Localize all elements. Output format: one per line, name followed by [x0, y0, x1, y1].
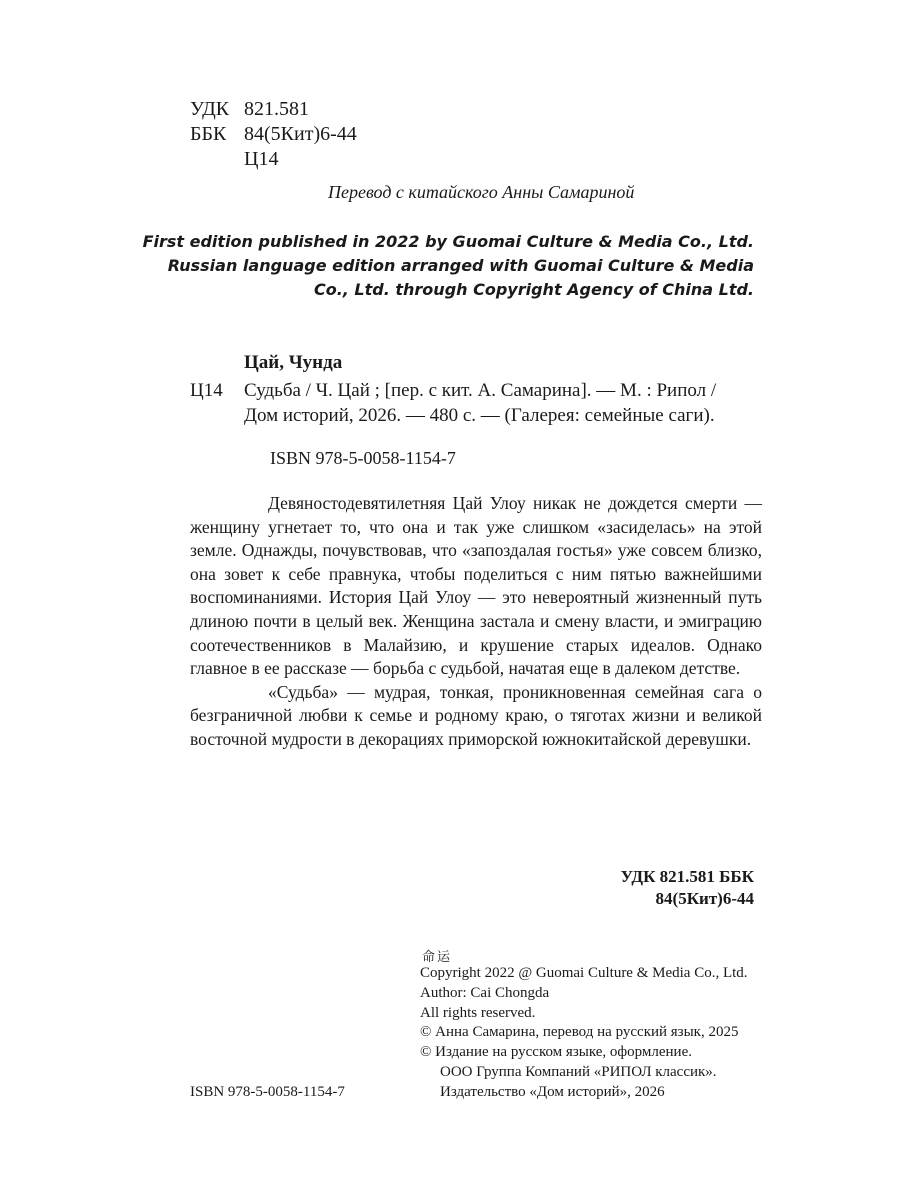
edition-line: Russian language edition arranged with Guomai Culture & Media	[167, 256, 754, 275]
isbn: ISBN 978-5-0058-1154-7	[270, 448, 456, 468]
author-mark: Ц14	[244, 148, 279, 170]
original-title-logo: 命运	[422, 950, 453, 965]
udk-value: 821.581	[244, 98, 309, 120]
publisher-line: ООО Группа Компаний «РИПОЛ классик».	[440, 1063, 717, 1080]
edition-notice	[143, 230, 754, 302]
bibliographic-line: Судьба / Ч. Цай ; [пер. с кит. А. Самарина]. — М. : Рипол /	[244, 380, 717, 401]
copyright-block	[420, 964, 748, 1103]
copyright-line: All rights reserved.	[420, 1004, 536, 1021]
cutter-code: Ц14	[190, 380, 223, 401]
author-heading: Цай, Чунда	[244, 352, 343, 373]
annotation-paragraph: Девяностодевятилетняя Цай Улоу никак не дождется смерти — женщину угнетает то, что она и так уже слишком «засиделась» на этой земле. Однажды, почувствовав, что «запоздалая гостья» уже совсем близко, она зовет к себе правнука, чтобы поделиться с ним пятью важнейшими воспоминаниями. История Цай Улоу — это невероятный жизненный путь длиною почти в целый век. Женщина застала и смену власти, и эмиграцию соотечественников в Малайзию, и крушение старых идеалов. Однако главное в ее рассказе — борьба с судьбой, начатая еще в далеком детстве.	[190, 493, 762, 679]
udk-label: УДК	[190, 98, 230, 120]
translator-note: Перевод с китайского Анны Самариной	[328, 182, 635, 202]
publisher-line: Издательство «Дом историй», 2026	[440, 1083, 665, 1100]
copyright-line: Copyright 2022 @ Guomai Culture & Media Co., Ltd.	[420, 965, 748, 981]
bbk-value: 84(5Кит)6-44	[244, 123, 357, 145]
codes-line: 84(5Кит)6-44	[655, 889, 754, 908]
classification-block	[190, 96, 390, 176]
isbn-bottom: ISBN 978-5-0058-1154-7	[190, 1084, 345, 1100]
copyright-line: Author: Cai Chongda	[420, 984, 550, 1001]
classification-codes	[621, 866, 754, 910]
bibliographic-line: Дом историй, 2026. — 480 с. — (Галерея: семейные саги).	[244, 405, 715, 426]
codes-line: УДК 821.581 ББК	[620, 867, 754, 886]
edition-line: First edition published in 2022 by Guomai Culture & Media Co., Ltd.	[142, 232, 754, 251]
copyright-line: © Издание на русском языке, оформление.	[420, 1044, 692, 1061]
annotation	[190, 492, 762, 752]
copyright-line: © Анна Самарина, перевод на русский язык, 2025	[420, 1024, 739, 1041]
bbk-label: ББК	[190, 123, 227, 145]
annotation-paragraph: «Судьба» — мудрая, тонкая, проникновенная семейная сага о безграничной любви к семье и родному краю, о тяготах жизни и великой восточной мудрости в декорациях приморской южнокитайской деревушки.	[190, 681, 762, 749]
bibliographic-description	[244, 378, 716, 428]
edition-line: Co., Ltd. through Copyright Agency of China Ltd.	[313, 280, 754, 299]
